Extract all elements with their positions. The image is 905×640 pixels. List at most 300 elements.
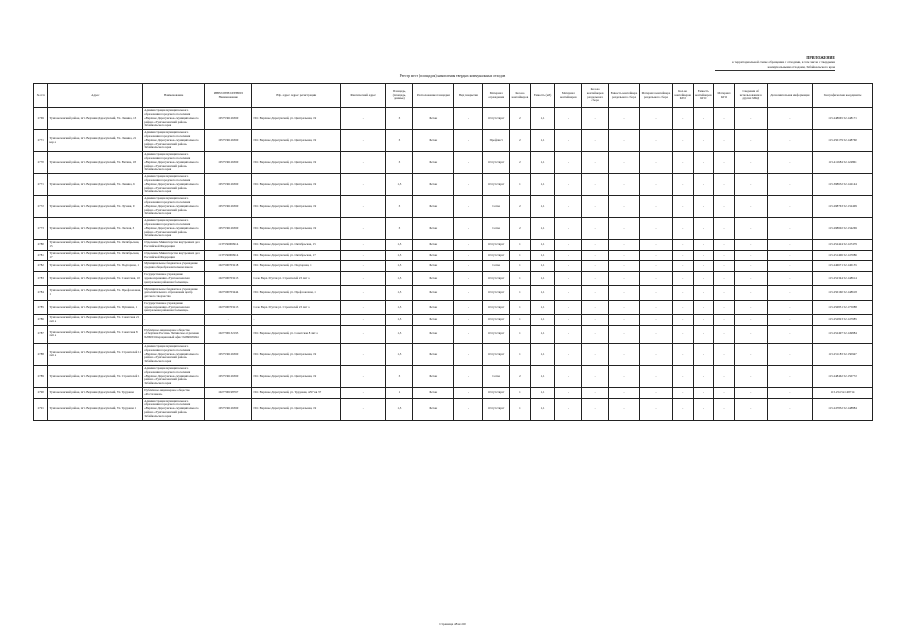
table-cell-fence: Сетка — [483, 365, 510, 387]
table-cell-addr: Тунгокоченский район, пгт. Верхняя Дарасунский, Ул. Подгорная, 1 — [48, 261, 143, 272]
table-cell-place: Бетон — [413, 261, 454, 272]
table-cell-fact: - — [341, 196, 386, 218]
table-cell-sepm: - — [639, 196, 672, 218]
table-cell-sepm: - — [639, 130, 672, 152]
table-cell-jur: Пгт. Верхнее Дарасунский, ул. Советская 8 лит а — [252, 325, 341, 343]
table-cell-vol: 1,1 — [530, 286, 555, 300]
table-cell-extra: - — [767, 108, 812, 130]
table-cell-sepv: - — [609, 261, 640, 272]
table-cell-addr: Тунгокоченский район, пгт. Верхняя Дарасунский, Ул. Советская, 10 — [48, 271, 143, 285]
table-cell-area: 1,5 — [386, 250, 413, 261]
table-cell-fact: - — [341, 240, 386, 251]
table-cell-inn: 1057536126360 — [205, 108, 252, 130]
table-row — [34, 286, 873, 300]
table-cell-place: Бетон — [413, 240, 454, 251]
table-cell-fact: - — [341, 315, 386, 326]
table-cell-cnt: 1 — [510, 325, 531, 343]
table-cell-name: Администрация муниципального образования городского поселения «Верхнее Дарасунское» муниципального района «Тунгокоченский район» Забайкальского края — [143, 196, 205, 218]
table-cell-mat: - — [555, 300, 582, 314]
table-cell-sepm: - — [639, 108, 672, 130]
table-cell-cnt: 1 — [510, 271, 531, 285]
table-cell-kgom: - — [714, 240, 735, 251]
table-cell-extra: - — [767, 398, 812, 420]
table-cell-kgo: - — [672, 174, 693, 196]
table-cell-mat: - — [555, 365, 582, 387]
table-cell-kgov: - — [693, 152, 714, 174]
table-cell-vol: 1,1 — [530, 218, 555, 240]
table-cell-inn: 1057536126360 — [205, 398, 252, 420]
table-cell-sep: - — [582, 300, 609, 314]
table-cell-vol: 1,1 — [530, 152, 555, 174]
table-cell-addr: Тунгокоченский район, пгт. Верхняя Дарасунский, Ул. Ленина, 6 — [48, 174, 143, 196]
table-row — [34, 343, 873, 365]
table-cell-mat: - — [555, 261, 582, 272]
table-cell-cover: - — [454, 108, 483, 130]
table-cell-kgo: - — [672, 271, 693, 285]
table-cell-kgov: - — [693, 365, 714, 387]
table-cell-n: 2769 — [34, 108, 48, 130]
table-cell-place: Бетон — [413, 300, 454, 314]
table-cell-vol: 1,1 — [530, 271, 555, 285]
table-cell-place: Бетон — [413, 196, 454, 218]
table-cell-cnt: 1 — [510, 250, 531, 261]
column-header: Материал контейнеров — [555, 84, 582, 108]
table-cell-geo: 115.252344 52.148614 — [813, 271, 873, 285]
table-row — [34, 174, 873, 196]
column-header: Дополнительная информация — [767, 84, 812, 108]
table-cell-name: Администрация муниципального образования городского поселения «Верхнее Дарасунское» муниципального района «Тунгокоченский район» Забайкальского края — [143, 343, 205, 365]
table-cell-fact: - — [341, 365, 386, 387]
table-cell-fact: - — [341, 286, 386, 300]
column-header: Материал ограждения — [483, 84, 510, 108]
table-cell-sepv: - — [609, 271, 640, 285]
table-cell-vol: 1,1 — [530, 387, 555, 398]
table-cell-vol: 1,1 — [530, 261, 555, 272]
table-cell-vol: 1,1 — [530, 315, 555, 326]
table-cell-fact: - — [341, 108, 386, 130]
table-cell-mkd: - — [734, 218, 767, 240]
table-cell-place: Бетон — [413, 271, 454, 285]
table-cell-jur: Село Верх-Усугли ул. Строителей 23 лит а — [252, 300, 341, 314]
table-cell-inn: 1057536126360 — [205, 365, 252, 387]
table-cell-sepm: - — [639, 240, 672, 251]
table-cell-fact: - — [341, 130, 386, 152]
table-cell-cover: - — [454, 387, 483, 398]
table-cell-sep: - — [582, 250, 609, 261]
table-cell-kgov: - — [693, 325, 714, 343]
column-header: Емкость контейнеров КГО — [693, 84, 714, 108]
table-cell-mat: - — [555, 152, 582, 174]
table-cell-cnt: 2 — [510, 365, 531, 387]
table-cell-inn: 1057536126360 — [205, 343, 252, 365]
table-cell-place: Бетон — [413, 108, 454, 130]
table-cell-mat: - — [555, 343, 582, 365]
appendix-underline — [715, 70, 835, 71]
table-cell-extra: - — [767, 271, 812, 285]
table-cell-jur: Пгт. Верхнее Дарасунский, ул. Центральная, 19 — [252, 108, 341, 130]
table-cell-area: 1,5 — [386, 343, 413, 365]
table-cell-sep: - — [582, 325, 609, 343]
table-cell-kgov: - — [693, 271, 714, 285]
column-header: Материал контейнера раздельного сбора — [639, 84, 672, 108]
table-cell-mkd: - — [734, 286, 767, 300]
table-cell-n: 2786 — [34, 315, 48, 326]
table-cell-geo: 115.298602 52.134269 — [813, 218, 873, 240]
table-cell-fence: Отсутствует — [483, 398, 510, 420]
table-cell-cover: - — [454, 271, 483, 285]
table-cell-fence: Сетка — [483, 196, 510, 218]
table-cell-addr: Тунгокоченский район, пгт. Верхняя Дарасунский, Ул. Лесная, 3 — [48, 218, 143, 240]
table-body — [34, 108, 873, 420]
table-cell-place: Бетон — [413, 365, 454, 387]
column-header: Географические координаты — [813, 84, 873, 108]
table-cell-sep: - — [582, 240, 609, 251]
table-cell-kgo: - — [672, 343, 693, 365]
column-header: Кол-во контейнеров раздельного сбора — [582, 84, 609, 108]
table-cell-sepv: - — [609, 130, 640, 152]
table-cell-area: 3 — [386, 365, 413, 387]
table-cell-cnt: 1 — [510, 286, 531, 300]
table-cell-vol: 1,1 — [530, 196, 555, 218]
table-cell-addr: Тунгокоченский район, пгт. Верхняя Дарасунский, Ул. Строителей 1 — [48, 365, 143, 387]
table-cell-n: 2771 — [34, 130, 48, 152]
table-cell-addr: Тунгокоченский район, пгт. Верхняя Дарасунский, Ул. Трудовая — [48, 387, 143, 398]
table-cell-sep: - — [582, 398, 609, 420]
table-cell-kgom: - — [714, 152, 735, 174]
table-cell-extra: - — [767, 343, 812, 365]
table-cell-geo: 115.251406 52.147086 — [813, 250, 873, 261]
table-cell-sepv: - — [609, 174, 640, 196]
table-cell-cover: - — [454, 315, 483, 326]
table-cell-kgom: - — [714, 325, 735, 343]
table-cell-place: Бетон — [413, 250, 454, 261]
table-cell-kgom: - — [714, 300, 735, 314]
table-cell-mat: - — [555, 174, 582, 196]
table-cell-n: 2784 — [34, 286, 48, 300]
table-cell-cover: - — [454, 365, 483, 387]
table-cell-geo: 115.252424 52.147479 — [813, 240, 873, 251]
table-cell-addr: Тунгокоченский район, пгт. Верхняя Дарасунский, Ул. Ветина, 18 — [48, 152, 143, 174]
table-cell-inn: 1027500703213 — [205, 271, 252, 285]
table-cell-cover: - — [454, 286, 483, 300]
table-cell-geo: 115.248462 52.150772 — [813, 365, 873, 387]
table-cell-kgom: - — [714, 130, 735, 152]
table-cell-cnt: 1 — [510, 261, 531, 272]
table-row — [34, 261, 873, 272]
table-cell-mat: - — [555, 196, 582, 218]
table-cell-kgov: - — [693, 398, 714, 420]
table-cell-mat: - — [555, 271, 582, 285]
table-cell-n: 2791 — [34, 398, 48, 420]
table-cell-mkd: - — [734, 387, 767, 398]
table-cell-sep: - — [582, 152, 609, 174]
table-cell-place: Бетон — [413, 174, 454, 196]
table-cell-addr: Тунгокоченский район, пгт. Верхняя Дарасунский, Ул. Октябрьская, 15 — [48, 240, 143, 251]
table-cell-sep: - — [582, 365, 609, 387]
table-cell-kgo: - — [672, 261, 693, 272]
table-cell-vol: 1,1 — [530, 108, 555, 130]
appendix-line: к территориальной схеме обращения с отходами, в том числе с твердыми — [732, 60, 835, 65]
table-cell-kgom: - — [714, 196, 735, 218]
table-cell-jur: Пгт. Верхнее Дарасунский, ул. Трудовая, 4/97 кв 37 — [252, 387, 341, 398]
table-cell-kgom: - — [714, 286, 735, 300]
table-cell-fact: - — [341, 174, 386, 196]
table-cell-kgov: - — [693, 130, 714, 152]
table-cell-place: Бетон — [413, 218, 454, 240]
column-header: Наименование — [143, 84, 205, 108]
table-cell-cover: - — [454, 300, 483, 314]
table-cell-geo: 115.256851 52.175088 — [813, 300, 873, 314]
table-cell-jur: Пгт. Верхнее Дарасунский, ул. Профсоюзная, 1 — [252, 286, 341, 300]
table-cell-sepm: - — [639, 315, 672, 326]
table-cell-cnt: 1 — [510, 387, 531, 398]
column-header: Фактический адрес — [341, 84, 386, 108]
table-cell-kgom: - — [714, 365, 735, 387]
table-header-row — [34, 84, 873, 108]
table-cell-mat: - — [555, 398, 582, 420]
table-cell-sepm: - — [639, 261, 672, 272]
table-cell-name: Муниципальное бюджетное учреждение дополнительного образования центр детского творчества — [143, 286, 205, 300]
table-cell-area: 1,5 — [386, 398, 413, 420]
table-cell-kgom: - — [714, 218, 735, 240]
table-cell-sep: - — [582, 108, 609, 130]
table-cell-kgom: - — [714, 261, 735, 272]
table-row — [34, 315, 873, 326]
column-header: Юр. адрес Адрес регистрации — [252, 84, 341, 108]
table-cell-geo: 115.254 52.148714 — [813, 387, 873, 398]
table-cell-mkd: - — [734, 365, 767, 387]
table-cell-vol: 1,1 — [530, 240, 555, 251]
table-cell-jur: Пгт. Верхнее Дарасунский, ул. Подгорная, 1 — [252, 261, 341, 272]
table-cell-area: 1,5 — [386, 174, 413, 196]
table-cell-sep: - — [582, 218, 609, 240]
table-cell-sepm: - — [639, 398, 672, 420]
table-cell-cover: - — [454, 343, 483, 365]
table-cell-cover: - — [454, 261, 483, 272]
table-cell-sep: - — [582, 286, 609, 300]
table-cell-sepv: - — [609, 108, 640, 130]
table-cell-name: - — [143, 315, 205, 326]
table-cell-jur: Пгт. Верхнее Дарасунский, ул. Центральная, 19 — [252, 218, 341, 240]
table-cell-area: 3 — [386, 196, 413, 218]
table-cell-n: 2790 — [34, 387, 48, 398]
table-cell-mkd: - — [734, 130, 767, 152]
table-cell-kgom: - — [714, 174, 735, 196]
table-cell-geo: 115.246671 52.140155 — [813, 261, 873, 272]
table-cell-inn: 1027700132195 — [205, 325, 252, 343]
table-cell-extra: - — [767, 365, 812, 387]
table-cell-addr: Тунгокоченский район, пгт. Верхняя Дарасунский, Ул. Профсоюзная, 1 — [48, 286, 143, 300]
table-cell-kgo: - — [672, 130, 693, 152]
table-cell-sepv: - — [609, 286, 640, 300]
table-cell-inn: 1057536126360 — [205, 196, 252, 218]
table-cell-geo: 115.398632 52.142144 — [813, 174, 873, 196]
table-cell-kgo: - — [672, 315, 693, 326]
table-cell-kgov: - — [693, 315, 714, 326]
table-cell-mat: - — [555, 325, 582, 343]
table-cell-n: 2771 — [34, 174, 48, 196]
table-cell-n: 2785 — [34, 300, 48, 314]
table-cell-mkd: - — [734, 261, 767, 272]
table-cell-n: 2787 — [34, 325, 48, 343]
table-cell-mkd: - — [734, 152, 767, 174]
table-cell-cover: - — [454, 398, 483, 420]
table-cell-cnt: 2 — [510, 130, 531, 152]
table-cell-inn: 1027700198767 — [205, 387, 252, 398]
table-cell-name: Государственное учреждение здравоохранения «Тунгокоченская центральная районная больница» — [143, 300, 205, 314]
table-cell-kgov: - — [693, 108, 714, 130]
table-cell-inn: 1027500703444 — [205, 286, 252, 300]
table-cell-addr: Тунгокоченский район, пгт. Верхняя Дарасунский, Ул. Октябрьская, 17 — [48, 250, 143, 261]
table-cell-sepm: - — [639, 325, 672, 343]
table-cell-fact: - — [341, 152, 386, 174]
table-cell-geo: 115.248665 52.148171 — [813, 108, 873, 130]
column-header: ИНН/ОГРН/ОГРНИП Наименование — [205, 84, 252, 108]
table-cell-kgo: - — [672, 398, 693, 420]
table-cell-cnt: 2 — [510, 152, 531, 174]
table-cell-fence: Сетка — [483, 218, 510, 240]
table-cell-name: Администрация муниципального образования городского поселения «Верхнее Дарасунское» муниципального района «Тунгокоченский район» Забайкальского края — [143, 218, 205, 240]
table-cell-fact: - — [341, 271, 386, 285]
table-cell-geo: 115.251183 52.150947 — [813, 343, 873, 365]
table-cell-sep: - — [582, 196, 609, 218]
table-cell-sepv: - — [609, 250, 640, 261]
table-cell-cnt: 1 — [510, 240, 531, 251]
table-cell-n: 2772 — [34, 196, 48, 218]
table-row — [34, 218, 873, 240]
table-cell-extra: - — [767, 261, 812, 272]
table-cell-sepv: - — [609, 325, 640, 343]
table-cell-mat: - — [555, 315, 582, 326]
table-cell-fence: Отсутствует — [483, 271, 510, 285]
table-cell-mat: - — [555, 240, 582, 251]
column-header: Расположение площадки — [413, 84, 454, 108]
table-cell-kgo: - — [672, 387, 693, 398]
table-cell-addr: Тунгокоченский район, пгт. Верхняя Дарасунский, Ул. Советская 8 лит а — [48, 325, 143, 343]
table-cell-fence: Отсутствует — [483, 108, 510, 130]
table-cell-inn: 1057536126360 — [205, 152, 252, 174]
column-header: № п/п — [34, 84, 48, 108]
table-cell-sepm: - — [639, 387, 672, 398]
table-row — [34, 250, 873, 261]
table-cell-sepv: - — [609, 218, 640, 240]
column-header: Площадь, (площадь, данные) — [386, 84, 413, 108]
table-cell-extra: - — [767, 152, 812, 174]
table-cell-name: Публичное акционерное общество «Ростелеком» — [143, 387, 205, 398]
table-cell-place: Бетон — [413, 387, 454, 398]
table-cell-area: 1 — [386, 387, 413, 398]
table-cell-area: 3 — [386, 218, 413, 240]
table-cell-sepm: - — [639, 343, 672, 365]
table-cell-name: Администрация муниципального образования городского поселения «Верхнее Дарасунское» муниципального района «Тунгокоченский район» Забайкальского края — [143, 365, 205, 387]
table-cell-geo: 115.298763 52.132409 — [813, 196, 873, 218]
table-cell-mat: - — [555, 130, 582, 152]
table-cell-kgov: - — [693, 240, 714, 251]
table-cell-extra: - — [767, 196, 812, 218]
column-header: Емкость (м3) — [530, 84, 555, 108]
table-cell-kgov: - — [693, 174, 714, 196]
table-cell-fence: Сетка — [483, 261, 510, 272]
table-cell-mkd: - — [734, 196, 767, 218]
table-cell-jur: Пгт. Верхнее Дарасунский, ул. Октябрьская, 15 — [252, 240, 341, 251]
table-cell-kgov: - — [693, 196, 714, 218]
table-cell-sep: - — [582, 315, 609, 326]
table-cell-addr: Тунгокоченский район, пгт. Верхняя Дарасунский, Ул. Советская 21 лит а — [48, 315, 143, 326]
table-cell-geo: 115.247852 52.148884 — [813, 398, 873, 420]
table-cell-n: 2780 — [34, 240, 48, 251]
table-cell-name: Администрация муниципального образования городского поселения «Верхнее Дарасунское» муниципального района «Тунгокоченский район» Забайкальского края — [143, 398, 205, 420]
table-cell-cnt: 1 — [510, 300, 531, 314]
table-cell-mkd: - — [734, 271, 767, 285]
table-cell-extra: - — [767, 300, 812, 314]
table-cell-jur: Пгт. Верхнее Дарасунский, ул. Центральная, 19 — [252, 152, 341, 174]
table-cell-kgov: - — [693, 387, 714, 398]
table-cell-kgom: - — [714, 315, 735, 326]
table-cell-n: 2782 — [34, 261, 48, 272]
table-cell-vol: 1,1 — [530, 325, 555, 343]
table-cell-fact: - — [341, 398, 386, 420]
table-cell-cnt: 1 — [510, 174, 531, 196]
table-cell-cover: - — [454, 196, 483, 218]
table-cell-addr: Тунгокоченский район, пгт. Верхняя Дарасунский, Ул. Ленина, 13 — [48, 108, 143, 130]
table-cell-extra: - — [767, 240, 812, 251]
table-cell-kgov: - — [693, 343, 714, 365]
table-cell-n: 2783 — [34, 271, 48, 285]
table-cell-kgo: - — [672, 196, 693, 218]
table-cell-area: 1,5 — [386, 261, 413, 272]
table-cell-jur: Пгт. Верхнее Дарасунский, ул. Центральная, 19 — [252, 130, 341, 152]
table-cell-mkd: - — [734, 250, 767, 261]
table-cell-sep: - — [582, 271, 609, 285]
table-cell-name: Администрация муниципального образования городского поселения «Верхнее Дарасунское» муниципального района «Тунгокоченский район» Забайкальского края — [143, 108, 205, 130]
table-cell-kgo: - — [672, 325, 693, 343]
table-cell-vol: 1,1 — [530, 130, 555, 152]
table-cell-place: Бетон — [413, 315, 454, 326]
table-cell-sepv: - — [609, 300, 640, 314]
table-cell-fence: Отсутствует — [483, 286, 510, 300]
table-cell-kgom: - — [714, 108, 735, 130]
table-cell-fact: - — [341, 218, 386, 240]
table-cell-place: Бетон — [413, 286, 454, 300]
table-cell-fence: Отсутствует — [483, 325, 510, 343]
table-cell-cover: - — [454, 152, 483, 174]
table-cell-sepm: - — [639, 152, 672, 174]
table-cell-fact: - — [341, 250, 386, 261]
table-cell-sepv: - — [609, 365, 640, 387]
table-cell-kgo: - — [672, 365, 693, 387]
table-cell-inn: 1137536000914 — [205, 240, 252, 251]
table-cell-sep: - — [582, 343, 609, 365]
column-header: Адрес — [48, 84, 143, 108]
table-cell-n: 2781 — [34, 250, 48, 261]
table-cell-fence: Отсутствует — [483, 152, 510, 174]
table-cell-vol: 1,1 — [530, 250, 555, 261]
table-row — [34, 152, 873, 174]
table-cell-fence: Отсутствует — [483, 315, 510, 326]
table-cell-name: Муниципальное бюджетное учреждение средняя общеобразовательная школа — [143, 261, 205, 272]
table-cell-cover: - — [454, 218, 483, 240]
table-cell-area: 1,5 — [386, 240, 413, 251]
table-row — [34, 387, 873, 398]
table-cell-jur: Село Верх-Усугли ул. Строителей 23 лит а — [252, 271, 341, 285]
table-cell-kgom: - — [714, 343, 735, 365]
table-cell-inn: 1137536000914 — [205, 250, 252, 261]
table-cell-mat: - — [555, 286, 582, 300]
table-cell-addr: Тунгокоченский район, пгт. Верхняя Дарасунский, Ул. Пушкина, 1 — [48, 300, 143, 314]
table-cell-name: Отделение Министерства внутренних дел Российской Федерации — [143, 240, 205, 251]
table-cell-sepv: - — [609, 240, 640, 251]
table-cell-cover: - — [454, 325, 483, 343]
